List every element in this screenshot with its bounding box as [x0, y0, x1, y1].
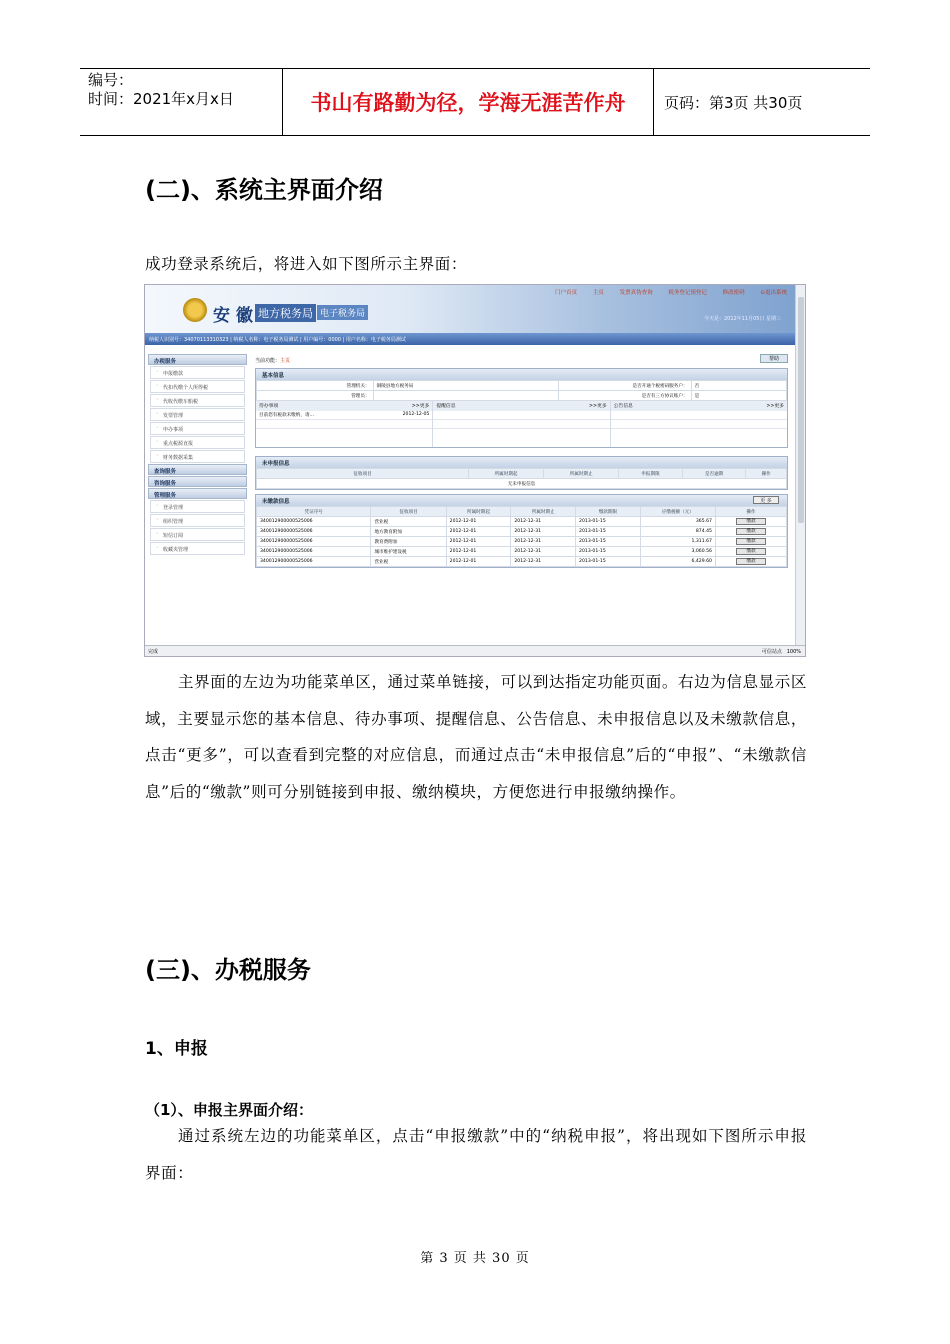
- scrollbar[interactable]: [795, 285, 805, 647]
- announcement-panel: 公告信息 >>更多: [611, 401, 787, 447]
- menu-item[interactable]: ◦ 代收代缴车船税: [150, 394, 245, 407]
- menu-item[interactable]: ◦ 短信订阅: [150, 528, 245, 541]
- menu-item[interactable]: ◦ 财务数据采集: [150, 450, 245, 463]
- help-button[interactable]: 帮助: [760, 354, 788, 363]
- unpaid-table: 凭证序号 征收项目 所属时期起 所属时期止 缴款期限 应缴税额（元） 操作 340012900000525006 营业税 2012-12-01 2012-12-31 2013-01-15 365.67 缴款 340012900000525006 地方教育附加 2012-12-01 2012-12-31 2013-01-15 874.45 缴款 340012900000525006 教育费附加 2012-12-01 2012-12-31 2013-01-15 1,311.67 缴款 340012900000525006 城市维护建设税 2012-12-01 2012-12-31 2013-01-15 3,060.56 缴款 340012900000525006 营业税 2012-12-01 2012-12-31 2013-01-15 6,429.60 缴款: [256, 506, 787, 567]
- section2-intro: 成功登录系统后，将进入如下图所示主界面：: [145, 255, 468, 273]
- time-label: 时间：2021年x月x日: [88, 90, 234, 108]
- trusted-site-label: 可信站点: [761, 649, 782, 655]
- tax-emblem-icon: [183, 298, 207, 322]
- province-title: 安 徽: [213, 306, 253, 326]
- undeclared-panel: [255, 456, 788, 490]
- menu-item[interactable]: ◦ 申办事项: [150, 422, 245, 435]
- function-menu: [148, 354, 247, 556]
- todo-panel: 待办事项 >>更多 目前您有税款未缴纳，请… 2012-12-05: [256, 401, 433, 447]
- basic-info-header: 基本信息: [256, 369, 787, 380]
- undeclared-table: 征收项目 所属时期起 所属时期止 申报期限 是否逾期 操作 无未申报信息: [256, 468, 787, 489]
- section3-paragraph: 通过系统左边的功能菜单区，点击“申报缴款”中的“纳税申报”，将出现如下图所示申报界面：: [145, 1127, 807, 1182]
- reminder-panel: 提醒信息 >>更多: [433, 401, 610, 447]
- menu-item[interactable]: ◦ 发票管理: [150, 408, 245, 421]
- nav-link[interactable]: 发票真伪查询: [619, 290, 653, 296]
- menu-item[interactable]: ◦ 重点税源直报: [150, 436, 245, 449]
- nav-link[interactable]: ⊙退出系统: [760, 290, 787, 296]
- menu-group-title[interactable]: 查询服务: [148, 464, 247, 475]
- pay-button[interactable]: 缴款: [736, 558, 766, 565]
- unpaid-header: 未缴款信息 更 多: [256, 495, 787, 506]
- zoom-level[interactable]: 100%: [786, 649, 801, 655]
- code-label: 编号：: [88, 71, 134, 89]
- menu-group-title[interactable]: 管理服务: [148, 488, 247, 499]
- header-meta: [80, 69, 283, 135]
- basic-info-panel: [255, 368, 788, 448]
- nav-link[interactable]: 门户首页: [555, 290, 578, 296]
- table-row: 340012900000525006 营业税 2012-12-01 2012-12-31 2013-01-15 365.67 缴款: [257, 517, 787, 527]
- browser-status-bar: [145, 645, 806, 656]
- table-row: 340012900000525006 城市维护建设税 2012-12-01 2012-12-31 2013-01-15 3,060.56 缴款: [257, 547, 787, 557]
- taxpayer-info-bar: 纳税人识别号：34070113310323 | 纳税人名称：电子税务局测试 | 用户编号：0000 | 用户名称：电子税务局测试: [145, 333, 795, 345]
- screenshot-top-nav: [541, 288, 787, 296]
- page-footer: 第 3 页 共 30 页: [420, 1251, 530, 1266]
- main-interface-screenshot: [144, 284, 806, 657]
- menu-group-title[interactable]: 办税服务: [148, 354, 247, 365]
- list-item[interactable]: 目前您有税款未缴纳，请… 2012-12-05: [256, 411, 432, 420]
- table-row: 340012900000525006 教育费附加 2012-12-01 2012-12-31 2013-01-15 1,311.67 缴款: [257, 537, 787, 547]
- pay-button[interactable]: 缴款: [736, 548, 766, 555]
- nav-link[interactable]: 修改密码: [722, 290, 745, 296]
- nav-link[interactable]: 税务登记预登记: [668, 290, 707, 296]
- more-button[interactable]: 更 多: [753, 496, 779, 504]
- section3-title: (三)、办税服务: [145, 956, 311, 984]
- table-row: 管理员： 是否有三方协议账户： 是: [257, 391, 787, 401]
- empty-text: 无未申报信息: [257, 479, 787, 489]
- date-text: 今天是：2012年11月05日 星期三: [703, 316, 781, 322]
- status-text: 完成: [148, 649, 159, 655]
- info-area: [255, 354, 788, 568]
- table-row: 管理机关： 铜陵县地方税务局 是否开通个税密码服务户： 否: [257, 381, 787, 391]
- basic-info-table: [256, 380, 787, 401]
- more-link[interactable]: >>更多: [411, 404, 430, 409]
- page-header: [80, 68, 870, 136]
- more-link[interactable]: >>更多: [589, 404, 607, 409]
- menu-item[interactable]: ◦ 代扣代缴个人所得税: [150, 380, 245, 393]
- menu-item[interactable]: ◦ 登录管理: [150, 500, 245, 513]
- current-function: 当前功能：主页 帮助: [255, 354, 788, 366]
- unpaid-panel: [255, 494, 788, 568]
- section2-description: 主界面的左边为功能菜单区，通过菜单链接，可以到达指定功能页面。右边为信息显示区域，主要显示您的基本信息、待办事项、提醒信息、公告信息、未申报信息以及未缴款信息，点击“更多”，可以查看到完整的对应信息，而通过点击“未申报信息”后的“申报”、“未缴款信息”后的“缴款”则可分别链接到申报、缴纳模块，方便您进行申报缴纳操作。: [145, 673, 807, 801]
- nav-link[interactable]: 主页: [592, 290, 604, 296]
- menu-item[interactable]: ◦ 组织管理: [150, 514, 245, 527]
- notice-panels: [256, 401, 787, 447]
- menu-item[interactable]: ◦ 收藏夹管理: [150, 542, 245, 555]
- pay-button[interactable]: 缴款: [736, 538, 766, 545]
- screenshot-banner: [145, 285, 795, 337]
- table-row: 340012900000525006 地方教育附加 2012-12-01 2012-12-31 2013-01-15 874.45 缴款: [257, 527, 787, 537]
- menu-item[interactable]: ◦ 申报缴款: [150, 366, 245, 379]
- pay-button[interactable]: 缴款: [736, 518, 766, 525]
- bureau-title: 地方税务局: [255, 304, 316, 322]
- table-row: 340012900000525006 营业税 2012-12-01 2012-12-31 2013-01-15 6,429.60 缴款: [257, 557, 787, 567]
- scrollbar-thumb[interactable]: [798, 297, 804, 523]
- header-motto: 书山有路勤为径，学海无涯苦作舟: [283, 69, 654, 135]
- header-page-info: 页码：第3页 共30页: [664, 93, 803, 112]
- pay-button[interactable]: 缴款: [736, 528, 766, 535]
- section2-title: (二)、系统主界面介绍: [145, 176, 383, 204]
- subtitle: 电子税务局: [317, 305, 368, 320]
- subsection-declare-intro: （1）、申报主界面介绍：: [145, 1101, 313, 1119]
- menu-group-title[interactable]: 咨询服务: [148, 476, 247, 487]
- more-link[interactable]: >>更多: [766, 404, 784, 409]
- subsection-declare: 1、申报: [145, 1039, 208, 1059]
- undeclared-header: 未申报信息: [256, 457, 787, 468]
